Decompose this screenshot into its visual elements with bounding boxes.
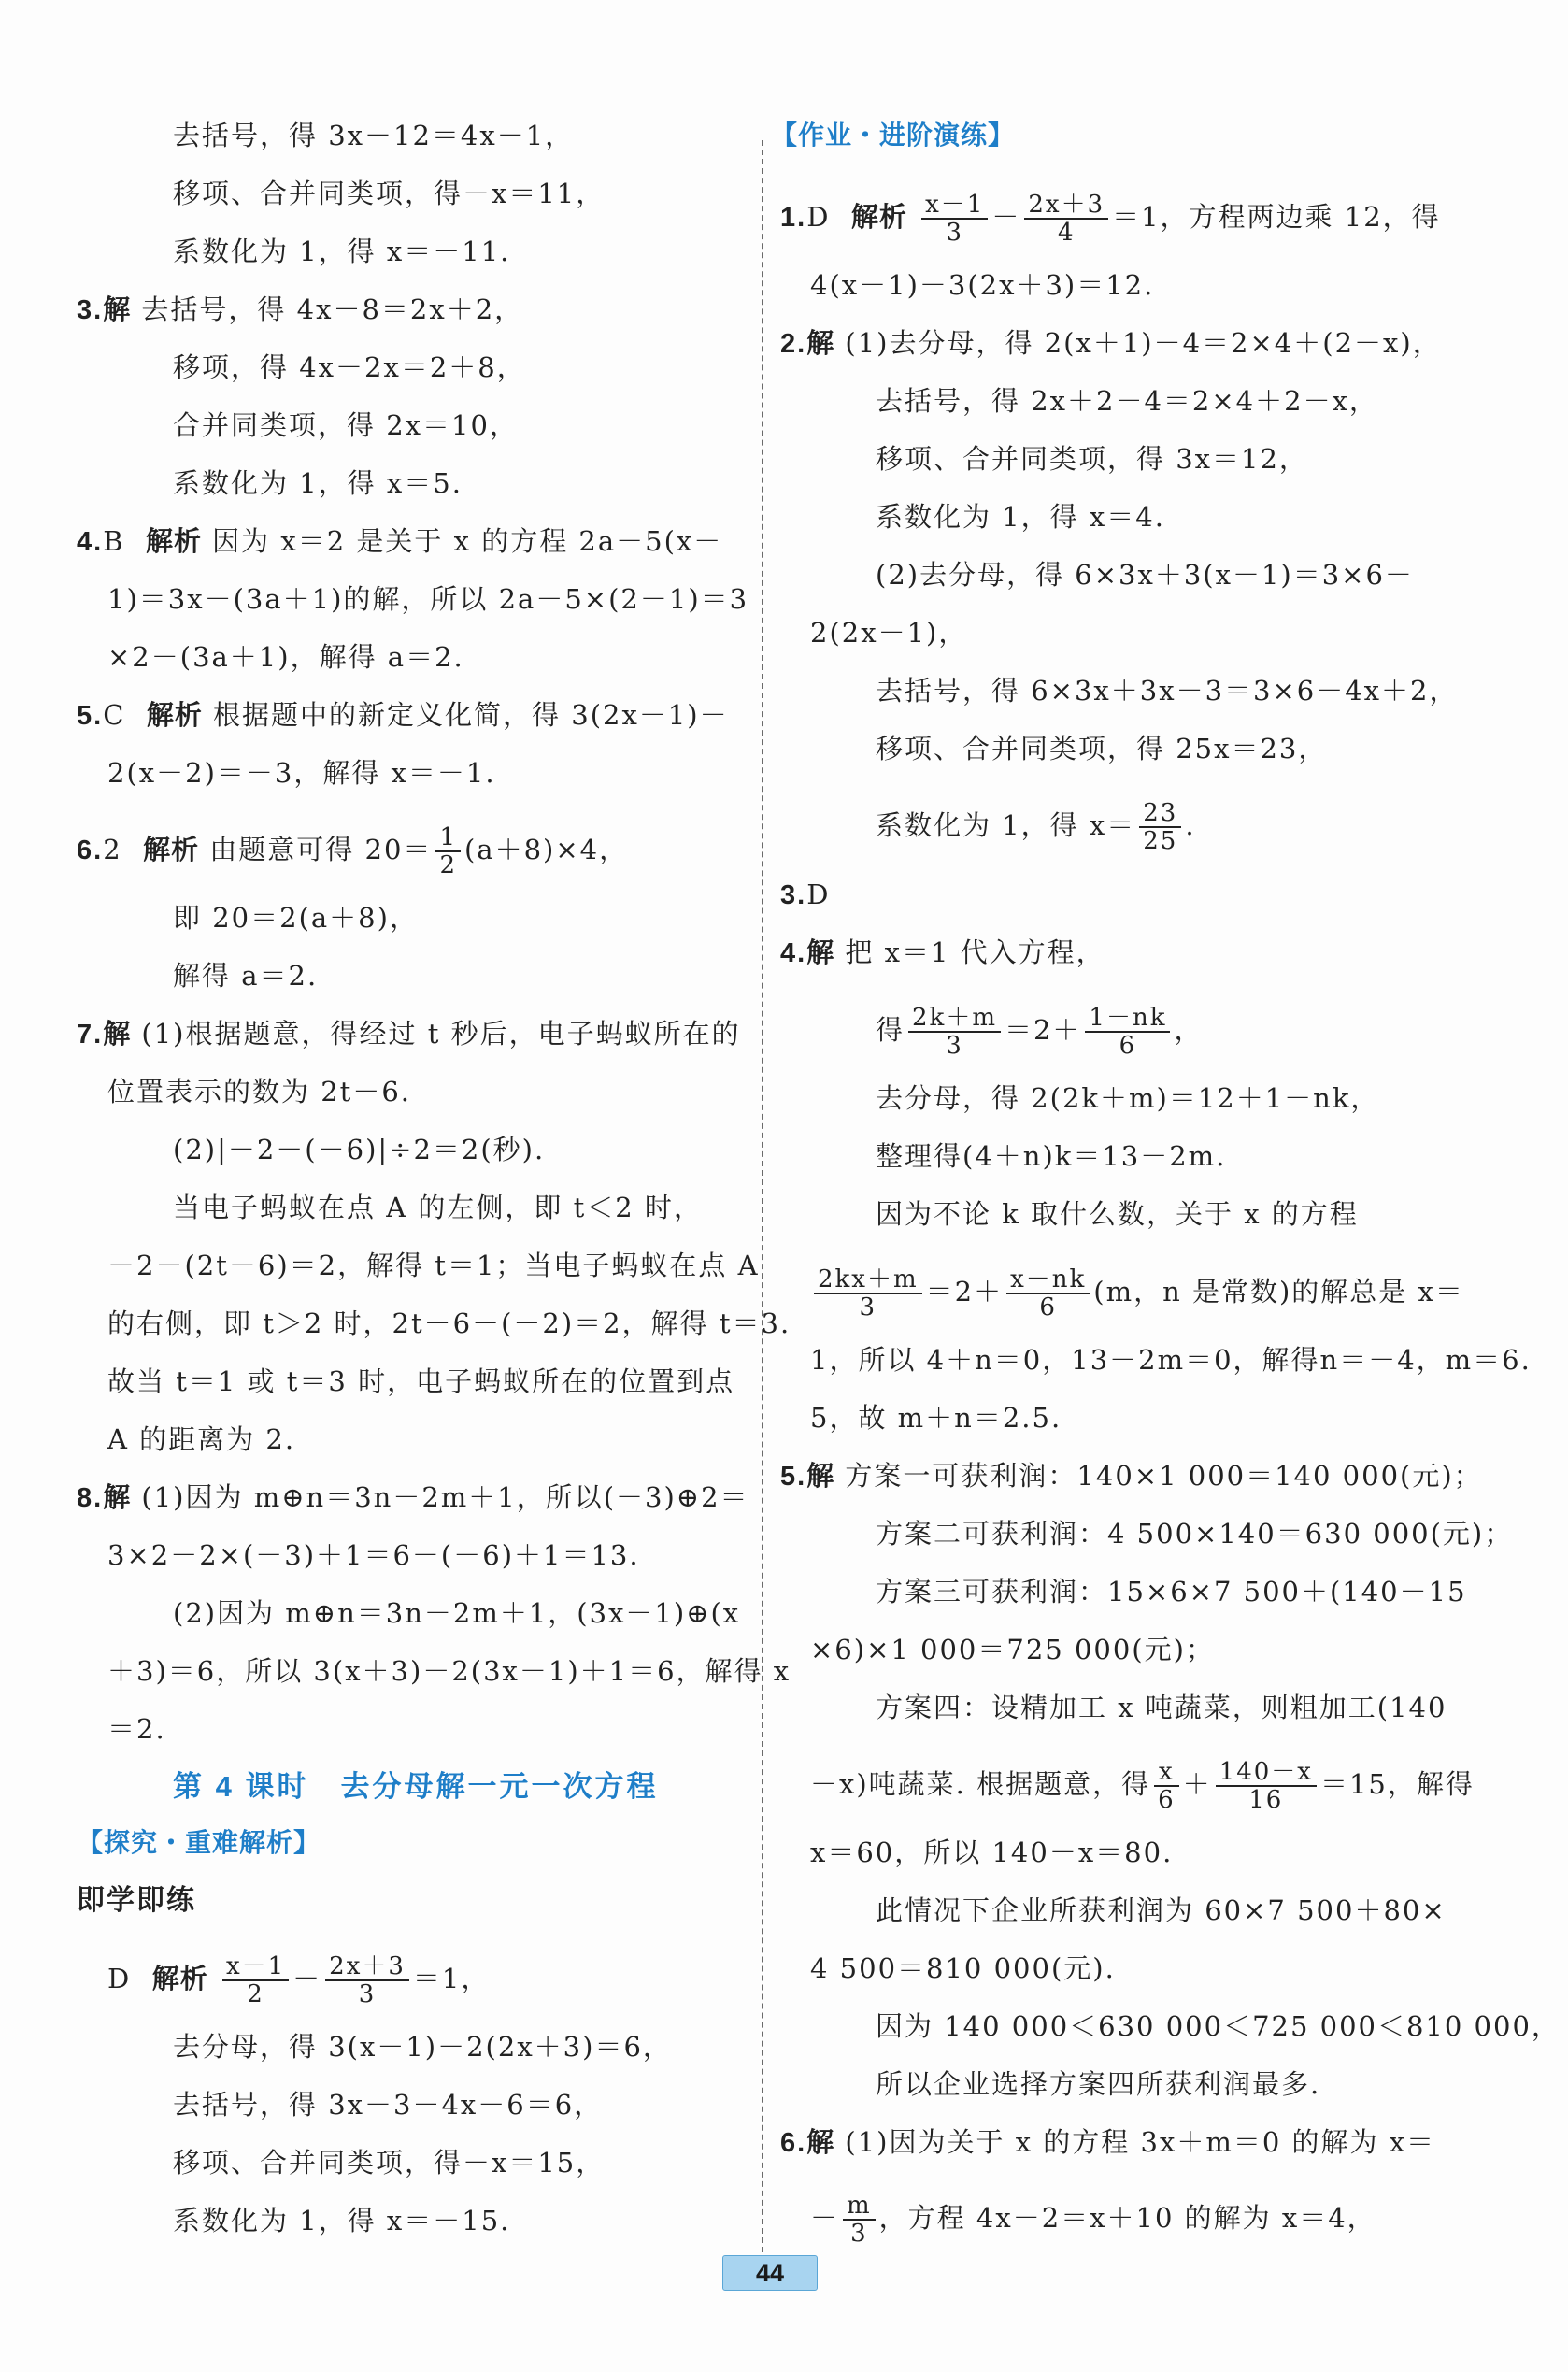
text-line: 4 500＝810 000(元). (810, 1952, 1116, 1984)
text-line: 3×2－2×(－3)＋1＝6－(－6)＋1＝13. (107, 1539, 640, 1571)
answer-label: 解 (806, 2128, 835, 2158)
text-line: 因为 140 000＜630 000＜725 000＜810 000， (876, 2010, 1561, 2042)
text-line: ＝2. (107, 1713, 166, 1745)
subheading-practice: 即学即练 (77, 1885, 196, 1916)
text-line: 移项、合并同类项，得－x＝11， (173, 178, 606, 209)
analysis-label: 解析 (145, 527, 202, 557)
text-line: 去括号，得 6×3x＋3x－3＝3×6－4x＋2， (876, 675, 1459, 707)
answer-label: 解 (806, 938, 835, 968)
text-line: 此情况下企业所获利润为 60×7 500＋80× (876, 1894, 1447, 1926)
text-line: 1)＝3x－(3a＋1)的解，所以 2a－5×(2－1)＝3 (107, 583, 749, 615)
text-line: x＝60，所以 140－x＝80. (810, 1836, 1174, 1868)
text-line: 系数化为 1，得 x＝－11. (173, 236, 511, 267)
text-line: 方案四：设精加工 x 吨蔬菜，则粗加工(140 (876, 1692, 1447, 1723)
answer-label: 解 (806, 1462, 835, 1492)
choice-answer: B (103, 525, 125, 557)
text-line: － $\frac{m}{3}$ ，方程 4x－2＝x＋10 的解为 x＝4， (810, 2192, 1376, 2248)
fraction: $\frac{m}{3}$ (843, 2193, 876, 2247)
question-number: 5. (77, 701, 104, 731)
question-5 (77, 696, 729, 735)
choice-answer: C (103, 699, 126, 731)
fraction: $\frac{1-nk}{6}$ (1085, 1005, 1170, 1059)
text-line: 因为不论 k 取什么数，关于 x 的方程 (876, 1198, 1359, 1230)
lesson-title: 第 4 课时 去分母解一元一次方程 (173, 1770, 659, 1803)
analysis-label: 解析 (143, 836, 200, 865)
answer-label: 解 (103, 1483, 132, 1513)
choice-answer: D (806, 879, 831, 910)
question-number: 2. (780, 329, 807, 359)
question-3 (77, 291, 523, 329)
fraction: $\frac{x-1}{2}$ (222, 1953, 289, 2008)
section-tag-homework: 【作业・进阶演练】 (771, 121, 1016, 150)
text-line: 去括号，得 3x－3－4x－6＝6， (173, 2089, 604, 2121)
text-line: 去括号，得 3x－12＝4x－1， (173, 120, 575, 151)
text-line: 4(x－1)－3(2x＋3)＝12. (810, 269, 1155, 301)
answer-label: 解 (806, 329, 835, 359)
text-line: 方案二可获利润：4 500×140＝630 000(元)； (876, 1518, 1514, 1550)
question-1: 1.D 解析 $\frac{x-1}{3}$ － $\frac{2x+3}{4}$ ＝1，方程两边乘 12，得 (780, 191, 1441, 247)
question-8 (77, 1479, 749, 1517)
text-line: ＋3)＝6，所以 3(x＋3)－2(3x－1)＋1＝6，解得 x (107, 1655, 791, 1687)
analysis-label: 解析 (146, 701, 203, 731)
text-line: $\frac{2kx+m}{3}$ ＝2＋ $\frac{x-nk}{6}$ (m，n 是常数)的解总是 x＝ (810, 1266, 1464, 1321)
text-line: ×2－(3a＋1)，解得 a＝2. (107, 641, 464, 673)
text-line: 系数化为 1，得 x＝5. (173, 467, 463, 499)
text-line: 去分母，得 3(x－1)－2(2x＋3)＝6， (173, 2031, 672, 2063)
text-line: 系数化为 1，得 x＝4. (876, 501, 1165, 533)
fraction: $\frac{140-x}{16}$ (1216, 1759, 1317, 1813)
fraction: $\frac{2kx+m}{3}$ (814, 1266, 922, 1321)
analysis-label: 解析 (850, 203, 907, 233)
text-line: 去括号，得 2x＋2－4＝2×4＋2－x， (876, 385, 1378, 417)
text-line: 故当 t＝1 或 t＝3 时，电子蚂蚁所在的位置到点 (107, 1365, 735, 1397)
text: (a＋8)×4， (463, 834, 629, 865)
question-number: 4. (77, 527, 104, 557)
text: (1)去分母，得 2(x＋1)－4＝2×4＋(2－x)， (834, 327, 1442, 359)
text-line: －x)吨蔬菜. 根据题意，得 $\frac{x}{6}$ ＋ $\frac{140-x}{16}$ ＝15，解得 (810, 1758, 1475, 1814)
text-line: 当电子蚂蚁在点 A 的左侧，即 t＜2 时， (173, 1192, 703, 1223)
text: 根据题中的新定义化简，得 3(2x－1)－ (202, 699, 729, 731)
text-line: A 的距离为 2. (107, 1423, 296, 1455)
text: 由题意可得 20＝ (199, 834, 433, 865)
text-line: 方案三可获利润：15×6×7 500＋(140－15 (876, 1576, 1467, 1608)
question-number: 3. (780, 880, 807, 910)
text-line: 的右侧，即 t＞2 时，2t－6－(－2)＝2，解得 t＝3. (107, 1307, 791, 1339)
fraction: $\frac{x-nk}{6}$ (1006, 1266, 1090, 1321)
text: 因为 x＝2 是关于 x 的方程 2a－5(x－ (201, 525, 723, 557)
text-line: 解得 a＝2. (173, 960, 319, 992)
text: 把 x＝1 代入方程， (834, 936, 1105, 968)
text-line: 得 $\frac{2k+m}{3}$ ＝2＋ $\frac{1-nk}{6}$ ， (876, 1004, 1204, 1060)
text-line: 移项、合并同类项，得 3x＝12， (876, 443, 1308, 475)
text-line: 去分母，得 2(2k＋m)＝12＋1－nk， (876, 1082, 1380, 1114)
text-line: 2(x－2)＝－3，解得 x＝－1. (107, 757, 496, 789)
choice-answer: 2 (103, 834, 122, 865)
text-line: 移项、合并同类项，得－x＝15， (173, 2147, 606, 2179)
question-number: 7. (77, 1020, 104, 1050)
section-tag-explore: 【探究・重难解析】 (77, 1828, 321, 1857)
text-line: 系数化为 1，得 x＝－15. (173, 2205, 511, 2236)
text-line: 移项、合并同类项，得 25x＝23， (876, 733, 1328, 764)
question-number: 6. (780, 2128, 807, 2158)
fraction: $\frac{1}{2}$ (435, 824, 461, 879)
question-number: 6. (77, 836, 104, 865)
question-number: 8. (77, 1483, 104, 1513)
text-line: 系数化为 1，得 x＝ $\frac{23}{25}$ . (876, 799, 1196, 855)
question-5 (780, 1457, 1483, 1495)
text: 去括号，得 4x－8＝2x＋2， (131, 293, 524, 325)
text-line: －2－(2t－6)＝2，解得 t＝1；当电子蚂蚁在点 A (107, 1250, 760, 1281)
fraction: $\frac{x-1}{3}$ (921, 192, 988, 246)
question-6 (77, 824, 628, 879)
question-6 (780, 2123, 1435, 2162)
choice-answer: D (107, 1963, 132, 1994)
text-line: 即 20＝2(a＋8)， (173, 902, 419, 934)
fraction: $\frac{23}{25}$ (1139, 800, 1181, 854)
text-line: ×6)×1 000＝725 000(元)； (810, 1634, 1215, 1665)
question-number: 5. (780, 1462, 807, 1492)
answer-label: 解 (103, 1020, 132, 1050)
text-line: (2)去分母，得 6×3x＋3(x－1)＝3×6－ (876, 559, 1414, 591)
fraction: $\frac{2k+m}{3}$ (908, 1005, 1001, 1059)
text-line: 位置表示的数为 2t－6. (107, 1076, 411, 1107)
text-line: 5，故 m＋n＝2.5. (810, 1402, 1062, 1434)
text-line: 移项，得 4x－2x＝2＋8， (173, 351, 526, 383)
text-line: 1，所以 4＋n＝0，13－2m＝0，解得n＝－4，m＝6. (810, 1344, 1532, 1376)
answer-label: 解 (103, 295, 132, 325)
column-divider (762, 140, 763, 2252)
fraction: $\frac{x}{6}$ (1154, 1759, 1179, 1813)
text-line: (2)|－2－(－6)|÷2＝2(秒). (173, 1134, 546, 1165)
page-number: 44 (722, 2255, 818, 2291)
question-4 (77, 522, 722, 561)
question-number: 1. (780, 203, 807, 233)
text: 方案一可获利润：140×1 000＝140 000(元)； (834, 1460, 1483, 1492)
text-line: 整理得(4＋n)k＝13－2m. (876, 1140, 1227, 1172)
text: (1)因为关于 x 的方程 3x＋m＝0 的解为 x＝ (834, 2126, 1436, 2158)
text-line: (2)因为 m⊕n＝3n－2m＋1，(3x－1)⊕(x (173, 1597, 741, 1629)
text-line: 所以企业选择方案四所获利润最多. (876, 2068, 1321, 2100)
question-number: 3. (77, 295, 104, 325)
question-7 (77, 1015, 741, 1053)
text: (1)根据题意，得经过 t 秒后，电子蚂蚁所在的 (131, 1018, 741, 1050)
question-number: 4. (780, 938, 807, 968)
text-line: 2(2x－1)， (810, 617, 968, 649)
question-2 (780, 324, 1442, 363)
fraction: $\frac{2x+3}{3}$ (325, 1953, 409, 2008)
text: (1)因为 m⊕n＝3n－2m＋1，所以(－3)⊕2＝ (131, 1481, 749, 1513)
analysis-label: 解析 (151, 1965, 208, 1994)
choice-answer: D (806, 201, 831, 233)
text-line: 合并同类项，得 2x＝10， (173, 409, 519, 441)
question-3 (780, 876, 830, 914)
fraction: $\frac{2x+3}{4}$ (1024, 192, 1108, 246)
question-4 (780, 934, 1105, 972)
practice-answer: D 解析 $\frac{x-1}{2}$ － $\frac{2x+3}{3}$ ＝1， (107, 1952, 491, 2008)
